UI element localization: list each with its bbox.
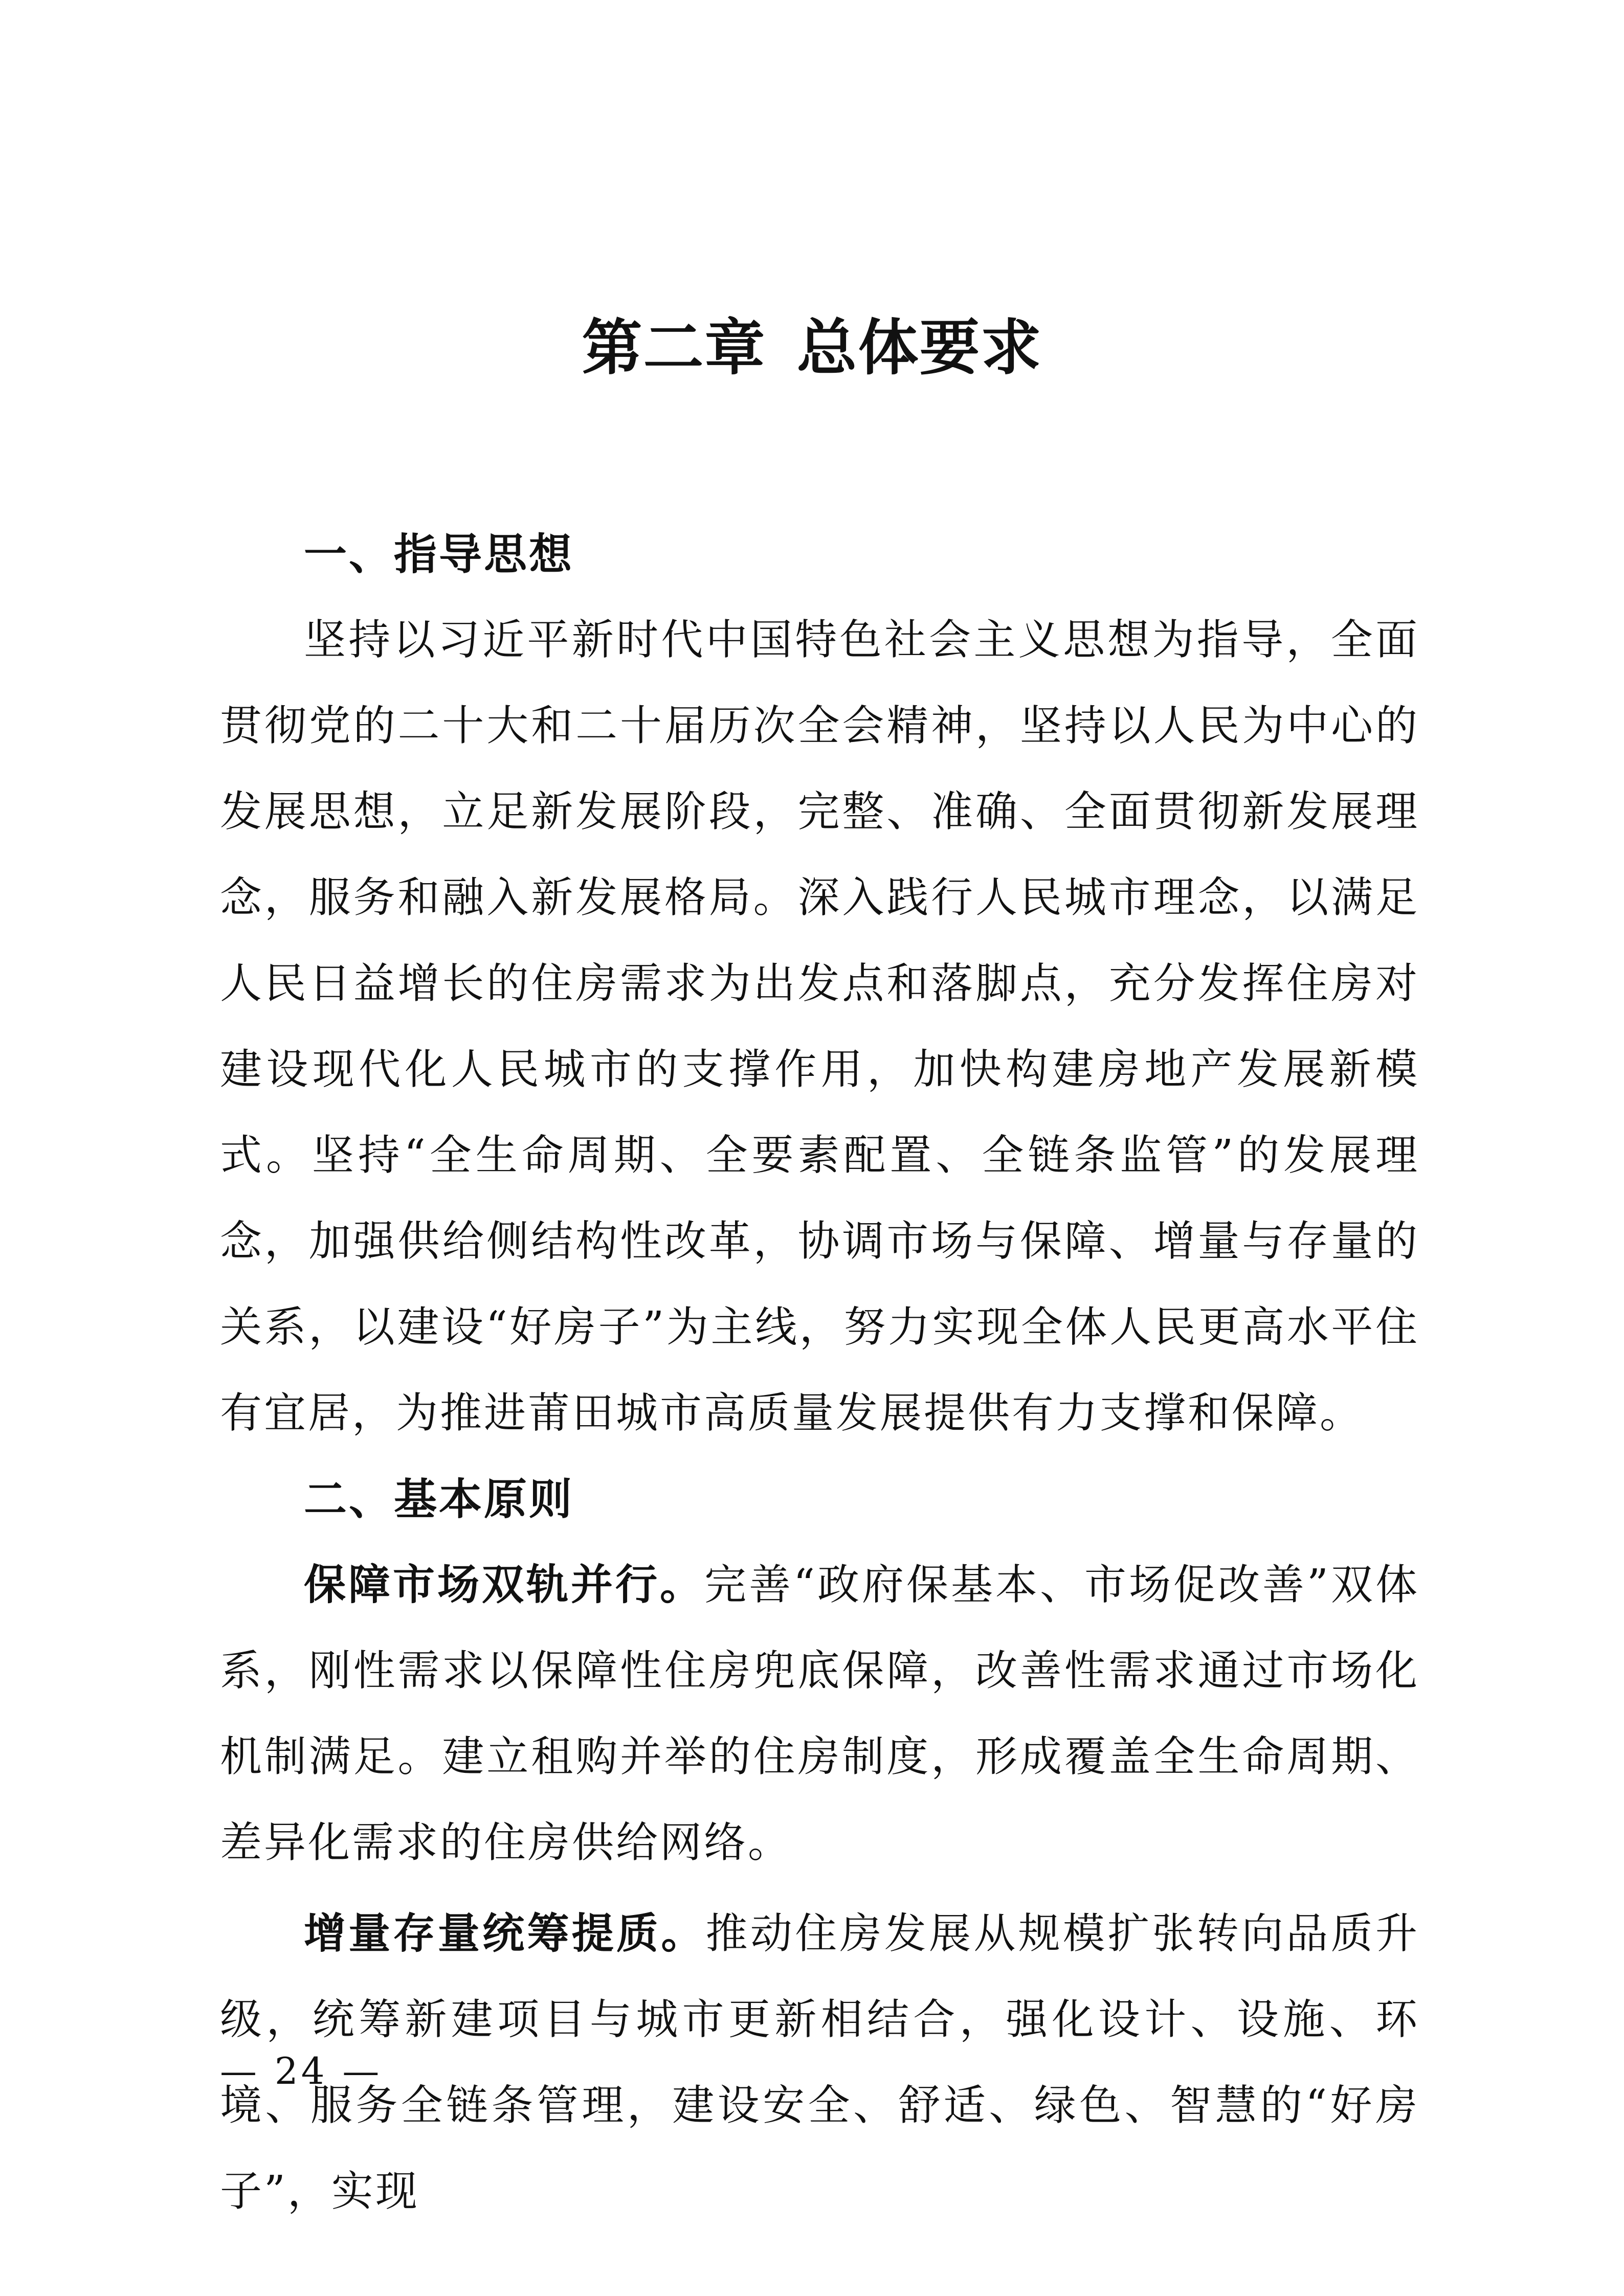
principle-lead: 增量存量统筹提质。 (304, 1909, 706, 1958)
paragraph-guiding-ideology: 坚持以习近平新时代中国特色社会主义思想为指导，全面贯彻党的二十大和二十届历次全会精神，坚持以人民为中心的发展思想，立足新发展阶段，完整、准确、全面贯彻新发展理念，服务和融入新发展格局。深入践行人民城市理念，以满足人民日益增长的住房需求为出发点和落脚点，充分发挥住房对建设现代化人民城市的支撑作用，加快构建房地产发展新模式。坚持“全生命周期、全要素配置、全链条监管”的发展理念，加强供给侧结构性改革，协调市场与保障、增量与存量的关系，以建设“好房子”为主线，努力实现全体人民更高水平住有宜居，为推进莆田城市高质量发展提供有力支撑和保障。 (220, 616, 1419, 1437)
principle-text: 推动住房发展从规模扩张转向品质升级，统筹新建项目与城市更新相结合，强化设计、设施、环境、服务全链条管理，建设安全、舒适、绿色、智慧的“好房子”，实现 (220, 1909, 1419, 2216)
document-body (220, 511, 1419, 2235)
chapter-name: 总体要求 (796, 312, 1042, 383)
principle-lead: 保障市场双轨并行。 (304, 1561, 705, 1609)
principle-text: 完善“政府保基本、市场促改善”双体系，刚性需求以保障性住房兜底保障，改善性需求通过市场化机制满足。建立租购并举的住房制度，形成覆盖全生命周期、差异化需求的住房供给网络。 (220, 1561, 1419, 1867)
page-number: — 24 — (220, 2050, 383, 2092)
section-heading-guiding-ideology: 一、指导思想 (304, 529, 574, 579)
principle-paragraph (220, 1891, 1419, 2235)
chapter-title (0, 307, 1624, 389)
section-heading-basic-principles: 二、基本原则 (304, 1474, 574, 1524)
chapter-number: 第二章 (582, 312, 766, 383)
principle-paragraph (220, 1542, 1419, 1886)
